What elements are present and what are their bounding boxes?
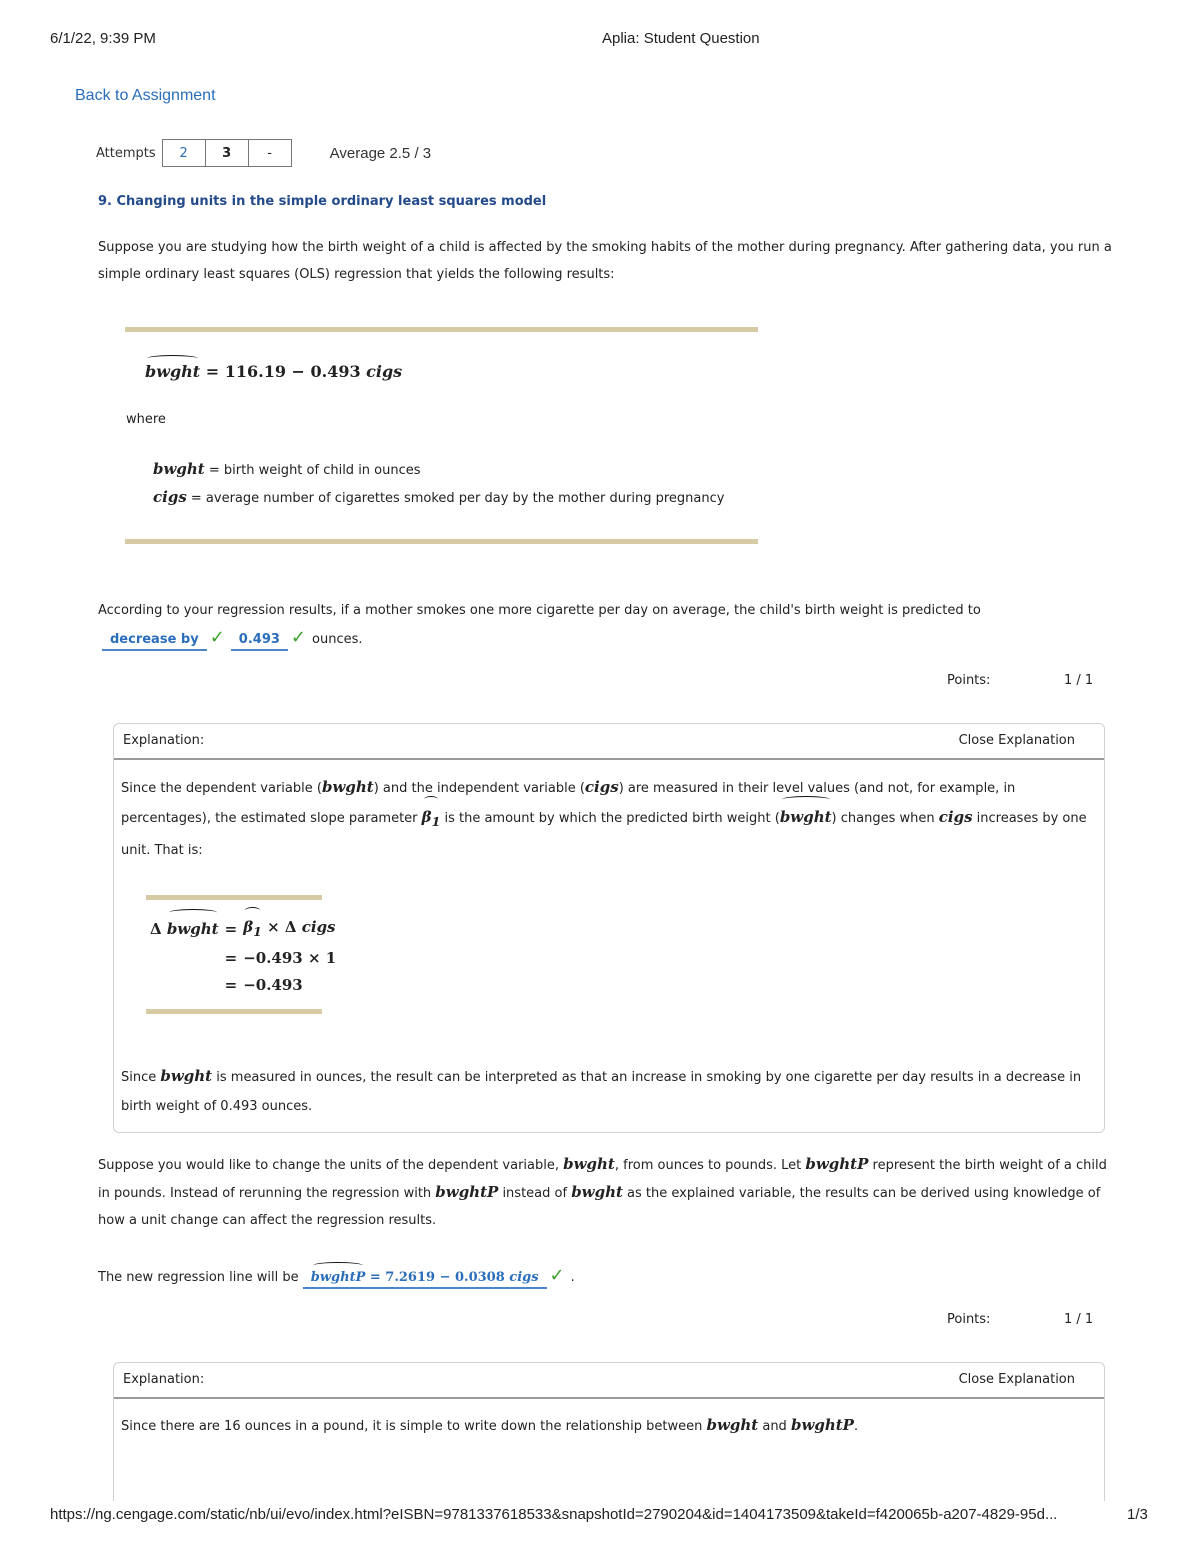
regression-equation bbox=[145, 362, 402, 381]
equation-top-rule bbox=[125, 327, 758, 332]
explanation-label: Explanation: bbox=[123, 1372, 205, 1387]
explanation-header bbox=[114, 724, 1104, 760]
beta-subscript: 1 bbox=[431, 814, 441, 829]
correct-check-icon: ✓ bbox=[290, 627, 307, 648]
equals-sign: = bbox=[224, 976, 238, 994]
answer-eq: = 7.2619 − 0.0308 bbox=[365, 1270, 510, 1285]
definition-bwght bbox=[153, 460, 421, 478]
deriv-op: × Δ bbox=[261, 918, 302, 936]
question-prompt-1 bbox=[98, 597, 1113, 653]
prompt-text: According to your regression results, if a mother smokes one more cigarette per day on average, the child's birth weight is predicted to bbox=[98, 603, 981, 618]
delta-symbol: Δ bbox=[150, 920, 162, 938]
prompt-suffix: ounces. bbox=[312, 632, 363, 647]
text: Since the dependent variable ( bbox=[121, 781, 322, 796]
eq-body: = 116.19 − 0.493 bbox=[200, 362, 367, 381]
beta-hat bbox=[422, 803, 441, 836]
text: is the amount by which the predicted birth weight ( bbox=[440, 811, 780, 826]
where-label: where bbox=[126, 412, 166, 427]
explanation-label: Explanation: bbox=[123, 733, 205, 748]
deriv-row-2: −0.493 × 1 bbox=[243, 949, 337, 967]
explanation-panel-1 bbox=[113, 723, 1105, 1133]
def-text: = birth weight of child in ounces bbox=[204, 463, 421, 478]
explanation-panel-2 bbox=[113, 1362, 1105, 1501]
var: bwght bbox=[780, 803, 832, 832]
eq-rhs-var: cigs bbox=[366, 362, 403, 381]
var: bwght bbox=[160, 1067, 213, 1085]
def-text: = average number of cigarettes smoked per day by the mother during pregnancy bbox=[186, 491, 725, 506]
text: and bbox=[758, 1419, 791, 1434]
text: Suppose you would like to change the units of the dependent variable, bbox=[98, 1158, 564, 1173]
answer-lhs-var: bwghtP bbox=[310, 1270, 366, 1285]
beta-subscript: 1 bbox=[253, 924, 262, 939]
text: as the explained variable, the results can be derived using knowledge of how a unit change can affect the regression results. bbox=[98, 1186, 1101, 1228]
def-var: cigs bbox=[153, 488, 187, 506]
page-title: Aplia: Student Question bbox=[602, 30, 760, 47]
var: bwght bbox=[571, 1183, 623, 1201]
text: is measured in ounces, the result can be interpreted as that an increase in smoking by one cigarette per day results in a decrease in birth weight of 0.493 ounces. bbox=[121, 1070, 1082, 1114]
text: increases by one unit. That is: bbox=[121, 811, 1087, 858]
var: bwght bbox=[706, 1416, 759, 1434]
explanation-paragraph-2 bbox=[121, 1062, 1091, 1121]
prompt-text: The new regression line will be bbox=[98, 1270, 299, 1285]
print-date-time: 6/1/22, 9:39 PM bbox=[50, 30, 156, 47]
attempts-label: Attempts bbox=[96, 145, 156, 161]
var: cigs bbox=[584, 778, 619, 796]
answer-rhs-var: cigs bbox=[509, 1270, 539, 1285]
correct-check-icon: ✓ bbox=[209, 627, 225, 648]
explanation-header bbox=[114, 1363, 1104, 1399]
question-title: 9. Changing units in the simple ordinary least squares model bbox=[98, 194, 547, 209]
text: ) changes when bbox=[831, 811, 939, 826]
back-to-assignment-link[interactable]: Back to Assignment bbox=[75, 87, 216, 104]
attempt-box-3[interactable]: - bbox=[248, 139, 292, 167]
var: bwghtP bbox=[790, 1416, 854, 1434]
print-url: https://ng.cengage.com/static/nb/ui/evo/index.html?eISBN=9781337618533&snapshotId=2790204&id=1404173509&takeId=f420065b-a207-4829-95d... bbox=[50, 1506, 1058, 1523]
beta-hat bbox=[243, 914, 262, 945]
print-page-number: 1/3 bbox=[1127, 1506, 1148, 1523]
question-prompt-2 bbox=[98, 1262, 1113, 1291]
answer-input-amount[interactable]: 0.493 bbox=[231, 631, 288, 651]
text: ) and the independent variable ( bbox=[373, 781, 585, 796]
attempts-row bbox=[96, 139, 431, 167]
text: . bbox=[853, 1419, 859, 1434]
eq-lhs-var: bwght bbox=[145, 362, 201, 381]
derivation bbox=[147, 914, 339, 999]
deriv-var: cigs bbox=[301, 918, 336, 936]
equation-bottom-rule bbox=[125, 539, 758, 544]
text: Since there are 16 ounces in a pound, it is simple to write down the relationship between bbox=[121, 1419, 707, 1434]
points-label: Points: bbox=[947, 673, 991, 688]
beta-symbol: β bbox=[421, 808, 432, 826]
period: . bbox=[570, 1270, 575, 1285]
question-part-2 bbox=[98, 1151, 1113, 1234]
average-score: Average 2.5 / 3 bbox=[329, 144, 432, 162]
var: bwghtP bbox=[435, 1183, 499, 1201]
text: represent the birth weight of a child in pounds. Instead of rerunning the regression with bbox=[98, 1158, 1107, 1201]
def-var: bwght bbox=[153, 460, 205, 478]
explanation-paragraph bbox=[121, 1411, 1091, 1441]
deriv-row-3: −0.493 bbox=[243, 976, 303, 994]
explanation-paragraph-1 bbox=[121, 773, 1091, 865]
attempt-box-1[interactable]: 2 bbox=[162, 139, 206, 167]
deriv-lhs-var: bwght bbox=[167, 916, 219, 943]
points-label: Points: bbox=[947, 1312, 991, 1327]
text: instead of bbox=[498, 1186, 572, 1201]
answer-dropdown-direction[interactable]: decrease by bbox=[102, 631, 207, 651]
var: cigs bbox=[938, 808, 973, 826]
definition-cigs bbox=[153, 488, 724, 506]
points-value: 1 / 1 bbox=[1064, 1312, 1094, 1327]
beta-symbol: β bbox=[243, 918, 254, 936]
question-intro: Suppose you are studying how the birth weight of a child is affected by the smoking habits of the mother during pregnancy. After gathering data, you run a simple ordinary least squares (OLS) regression that yields the following results: bbox=[98, 240, 1112, 282]
text: Since bbox=[121, 1070, 161, 1085]
answer-regression-line[interactable] bbox=[303, 1269, 547, 1289]
equals-sign: = bbox=[224, 949, 238, 967]
attempt-box-2[interactable]: 3 bbox=[205, 139, 249, 167]
derivation-bottom-rule bbox=[146, 1009, 322, 1014]
var: bwghtP bbox=[805, 1155, 869, 1173]
var: bwght bbox=[563, 1155, 615, 1173]
text: ) are measured in their level values (and not, for example, in percentages), the estimated slope parameter bbox=[121, 781, 1016, 826]
text: , from ounces to pounds. Let bbox=[614, 1158, 806, 1173]
close-explanation-button[interactable]: Close Explanation bbox=[958, 733, 1075, 748]
var: bwght bbox=[321, 778, 374, 796]
correct-check-icon: ✓ bbox=[549, 1265, 565, 1286]
equals-sign: = bbox=[224, 920, 238, 938]
derivation-top-rule bbox=[146, 895, 322, 900]
points-value: 1 / 1 bbox=[1064, 673, 1094, 688]
close-explanation-button[interactable]: Close Explanation bbox=[958, 1372, 1075, 1387]
